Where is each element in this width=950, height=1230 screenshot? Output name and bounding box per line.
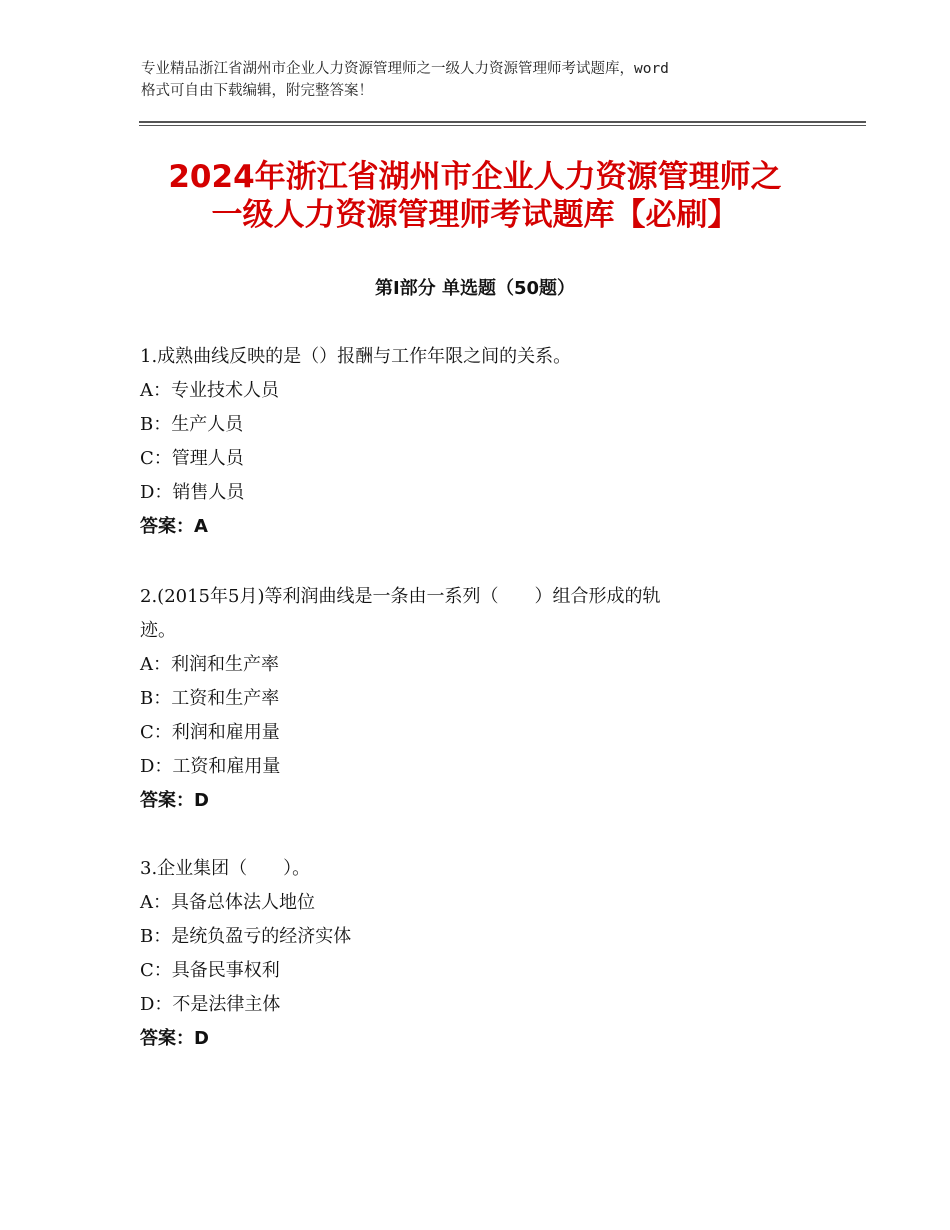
option-d: D：不是法律主体 [140,994,281,1015]
answer: 答案：D [140,790,209,811]
document-title-line-1: 2024年浙江省湖州市企业人力资源管理师之 [168,159,782,195]
option-d: D：工资和雇用量 [140,756,281,777]
question-3 [140,852,790,1056]
header-divider-thin [139,125,866,126]
option-c: C：具备民事权利 [140,960,280,981]
header-divider-thick [139,121,866,123]
document-title-line-2: 一级人力资源管理师考试题库【必刷】 [211,197,739,233]
answer: 答案：A [140,516,208,537]
header-note-line-1: 专业精品浙江省湖州市企业人力资源管理师之一级人力资源管理师考试题库，word [141,61,669,77]
question-2 [140,580,790,818]
question-1 [140,340,790,544]
option-a: A：具备总体法人地位 [140,892,315,913]
option-d: D：销售人员 [140,482,245,503]
question-stem: 3.企业集团（ ）。 [140,858,311,879]
section-title: 第Ⅰ部分 单选题（50题） [374,278,575,299]
question-stem: 1.成熟曲线反映的是（）报酬与工作年限之间的关系。 [140,346,572,367]
question-stem-continued: 迹。 [140,620,176,641]
option-a: A：利润和生产率 [140,654,279,675]
option-c: C：管理人员 [140,448,244,469]
answer: 答案：D [140,1028,209,1049]
option-c: C：利润和雇用量 [140,722,280,743]
header-note [141,58,831,102]
option-b: B：是统负盈亏的经济实体 [140,926,352,947]
option-a: A：专业技术人员 [140,380,279,401]
option-b: B：工资和生产率 [140,688,280,709]
option-b: B：生产人员 [140,414,244,435]
question-stem: 2.(2015年5月)等利润曲线是一条由一系列（ ）组合形成的轨 [140,586,661,607]
document-title [100,158,850,234]
header-note-line-2: 格式可自由下载编辑，附完整答案！ [141,83,373,99]
